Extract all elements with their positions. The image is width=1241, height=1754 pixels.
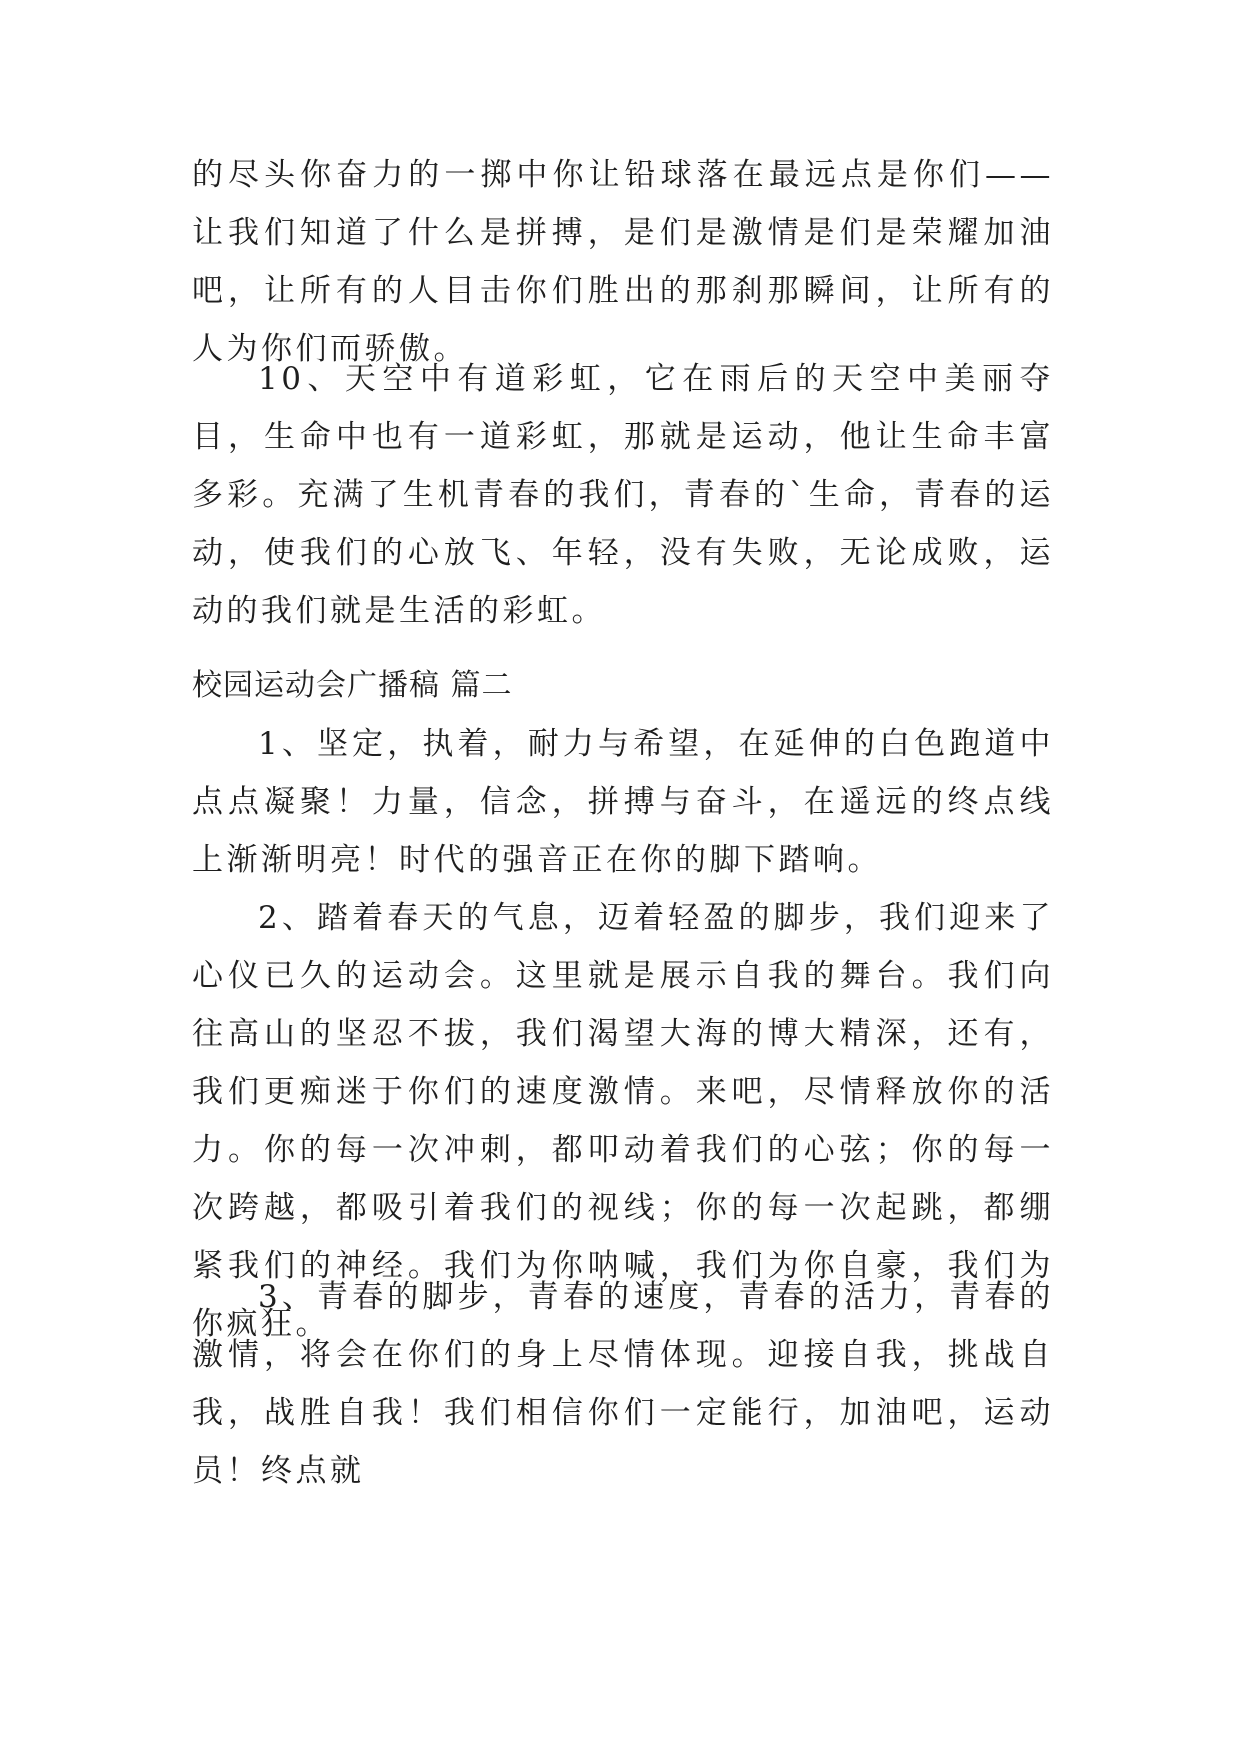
paragraph-3: 3、青春的脚步，青春的速度，青春的活力，青春的激情，将会在你们的身上尽情体现。迎接自我，挑战自我，战胜自我！我们相信你们一定能行，加油吧，运动员！终点就	[192, 1279, 1054, 1489]
paragraph-10: 10、天空中有道彩虹，它在雨后的天空中美丽夺目，生命中也有一道彩虹，那就是运动，他让生命丰富多彩。充满了生机青春的我们，青春的`生命，青春的运动，使我们的心放飞、年轻，没有失败，无论成败，运动的我们就是生活的彩虹。	[192, 361, 1054, 629]
paragraph-2: 2、踏着春天的气息，迈着轻盈的脚步，我们迎来了心仪已久的运动会。这里就是展示自我的舞台。我们向往高山的坚忍不拔，我们渴望大海的博大精深，还有，我们更痴迷于你们的速度激情。来吧，尽情释放你的活力。你的每一次冲刺，都叩动着我们的心弦；你的每一次跨越，都吸引着我们的视线；你的每一次起跳，都绷紧我们的神经。我们为你呐喊，我们为你自豪，我们为你疯狂。	[192, 900, 1054, 1342]
paragraph-1: 1、坚定，执着，耐力与希望，在延伸的白色跑道中点点凝聚！力量，信念，拼搏与奋斗，在遥远的终点线上渐渐明亮！时代的强音正在你的脚下踏响。	[192, 726, 1054, 878]
paragraph-continued: 的尽头你奋力的一掷中你让铅球落在最远点是你们——让我们知道了什么是拼搏，是们是激情是们是荣耀加油吧，让所有的人目击你们胜出的那刹那瞬间，让所有的人为你们而骄傲。	[192, 157, 1054, 367]
section-heading: 校园运动会广播稿 篇二	[192, 668, 513, 703]
